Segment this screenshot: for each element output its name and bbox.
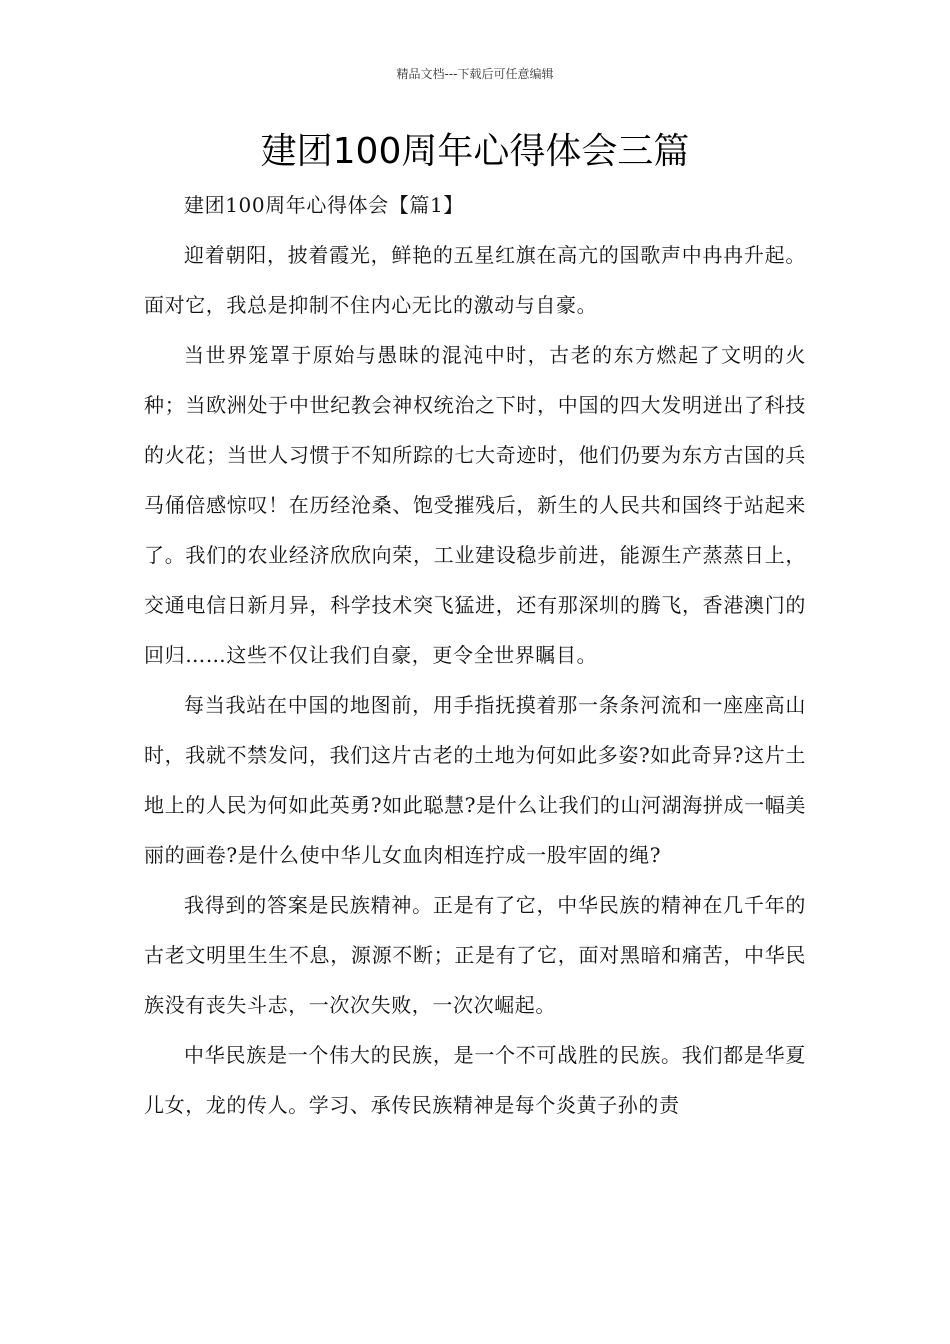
page-title: 建团100周年心得体会三篇 <box>260 131 690 172</box>
document-body <box>144 180 806 1130</box>
section-subheading: 建团100周年心得体会【篇1】 <box>184 193 464 217</box>
header-note: 精品文档---下载后可任意编辑 <box>396 67 554 81</box>
paragraph-3: 每当我站在中国的地图前，用手指抚摸着那一条条河流和一座座高山时，我就不禁发问，我们这片古老的土地为何如此多姿?如此奇异?这片土地上的人民为何如此英勇?如此聪慧?是什么让我们的山河湖海拼成一幅美丽的画卷?是什么使中华儿女血肉相连拧成一股牢固的绳? <box>144 693 806 867</box>
paragraph-4: 我得到的答案是民族精神。正是有了它，中华民族的精神在几千年的古老文明里生生不息，源源不断；正是有了它，面对黑暗和痛苦，中华民族没有丧失斗志，一次次失败，一次次崛起。 <box>144 893 806 1017</box>
paragraph-2: 当世界笼罩于原始与愚昧的混沌中时，古老的东方燃起了文明的火种；当欧洲处于中世纪教会神权统治之下时，中国的四大发明迸出了科技的火花；当世人习惯于不知所踪的七大奇迹时，他们仍要为东方古国的兵马俑倍感惊叹！在历经沧桑、饱受摧残后，新生的人民共和国终于站起来了。我们的农业经济欣欣向荣，工业建设稳步前进，能源生产蒸蒸日上，交通电信日新月异，科学技术突飞猛进，还有那深圳的腾飞，香港澳门的回归……这些不仅让我们自豪，更令全世界瞩目。 <box>144 343 806 667</box>
paragraph-1: 迎着朝阳，披着霞光，鲜艳的五星红旗在高亢的国歌声中冉冉升起。面对它，我总是抑制不住内心无比的激动与自豪。 <box>144 243 806 317</box>
paragraph-5: 中华民族是一个伟大的民族，是一个不可战胜的民族。我们都是华夏儿女，龙的传人。学习、承传民族精神是每个炎黄子孙的责 <box>144 1043 806 1117</box>
